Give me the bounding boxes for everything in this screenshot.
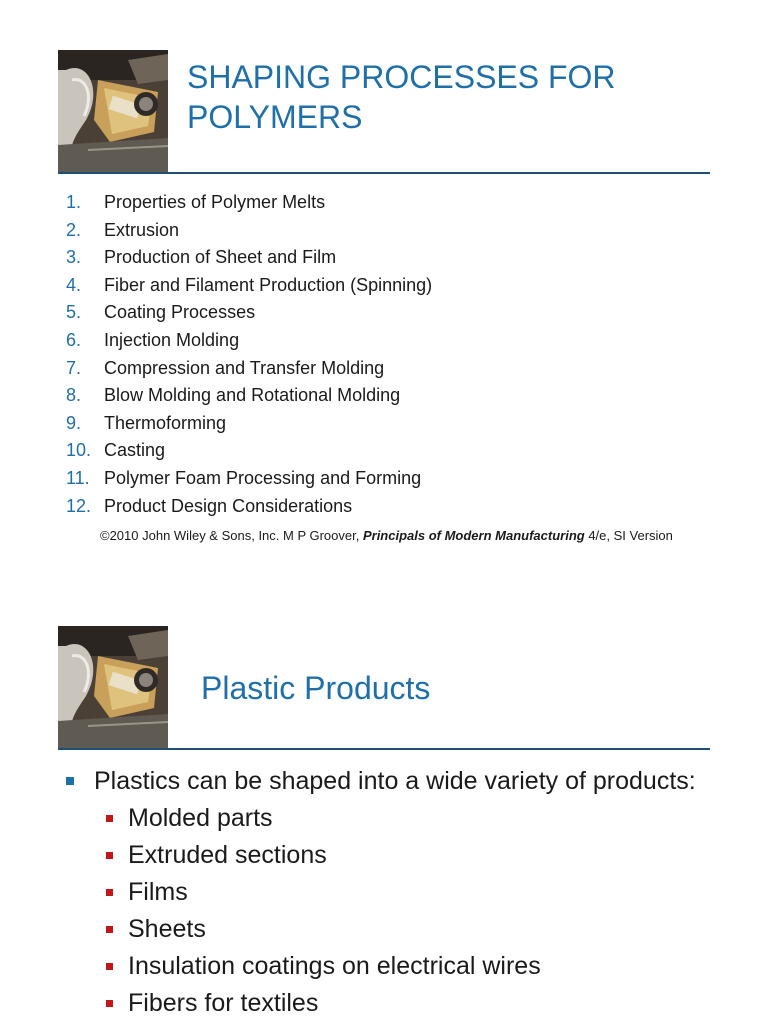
item-label: Coating Processes	[104, 302, 256, 323]
item-label: Properties of Polymer Melts	[104, 192, 326, 212]
list-item	[66, 218, 432, 246]
item-label: Compression and Transfer Molding	[104, 357, 385, 378]
list-item	[66, 466, 432, 494]
item-number: 6.	[66, 329, 82, 350]
table-of-contents	[66, 190, 432, 521]
list-item	[66, 328, 432, 356]
machined-tool-photo-icon	[58, 50, 168, 172]
list-item	[66, 190, 432, 218]
item-number: 10.	[66, 440, 92, 461]
sub-bullet-item	[66, 948, 706, 985]
square-bullet-icon	[106, 963, 113, 970]
item-number: 8.	[66, 385, 82, 406]
list-item	[66, 383, 432, 411]
square-bullet-icon	[106, 852, 113, 859]
sub-bullet-text: Molded parts	[128, 804, 273, 832]
copyright-footer	[100, 528, 673, 543]
sub-bullet-text: Insulation coatings on electrical wires	[128, 952, 541, 980]
item-number: 5.	[66, 302, 82, 323]
item-label: Polymer Foam Processing and Forming	[104, 467, 422, 488]
list-item	[66, 438, 432, 466]
item-number: 11.	[66, 467, 90, 488]
title-divider	[58, 172, 710, 174]
list-item	[66, 411, 432, 439]
machined-tool-photo-icon	[58, 626, 168, 748]
slide-plastic-products	[0, 576, 768, 1024]
list-item	[66, 494, 432, 522]
item-number: 1.	[66, 192, 82, 212]
item-number: 7.	[66, 357, 82, 378]
item-label: Injection Molding	[104, 329, 240, 350]
list-item	[66, 273, 432, 301]
sub-bullet-text: Sheets	[128, 915, 206, 943]
footer-suffix: 4/e, SI Version	[584, 528, 673, 543]
item-number: 4.	[66, 274, 82, 295]
footer-prefix: ©2010 John Wiley & Sons, Inc. M P Groover,	[100, 528, 363, 543]
sub-bullet-item	[66, 837, 706, 874]
item-label: Casting	[104, 440, 166, 461]
sub-bullet-item	[66, 874, 706, 911]
sub-bullet-item	[66, 985, 706, 1022]
bullet-list	[66, 766, 706, 1022]
footer-book-title: Principals of Modern Manufacturing	[362, 528, 585, 543]
item-number: 3.	[66, 247, 82, 268]
sub-bullet-item	[66, 911, 706, 948]
list-item	[66, 300, 432, 328]
item-number: 12.	[66, 495, 92, 516]
bullet-text: Plastics can be shaped into a wide variety of products:	[94, 767, 696, 795]
sub-bullet-text: Extruded sections	[128, 841, 327, 869]
square-bullet-icon	[106, 815, 113, 822]
sub-bullet-text: Films	[128, 878, 188, 906]
item-label: Product Design Considerations	[104, 495, 353, 516]
sub-bullet-item	[66, 800, 706, 837]
item-number: 2.	[66, 219, 82, 240]
square-bullet-icon	[106, 1000, 113, 1007]
slide-title: Plastic Products	[201, 670, 431, 706]
item-label: Blow Molding and Rotational Molding	[104, 385, 401, 406]
bullet-item	[66, 766, 706, 796]
list-item	[66, 356, 432, 384]
item-label: Production of Sheet and Film	[104, 247, 337, 268]
page-title: SHAPING PROCESSES FOR POLYMERS	[187, 59, 616, 135]
list-item	[66, 245, 432, 273]
sub-bullet-text: Fibers for textiles	[128, 989, 319, 1017]
title-divider	[58, 748, 710, 750]
item-number: 9.	[66, 412, 82, 433]
square-bullet-icon	[106, 926, 113, 933]
item-label: Thermoforming	[104, 412, 227, 433]
item-label: Extrusion	[104, 219, 180, 240]
square-bullet-icon	[106, 889, 113, 896]
item-label: Fiber and Filament Production (Spinning)	[104, 274, 433, 295]
square-bullet-icon	[66, 777, 74, 785]
